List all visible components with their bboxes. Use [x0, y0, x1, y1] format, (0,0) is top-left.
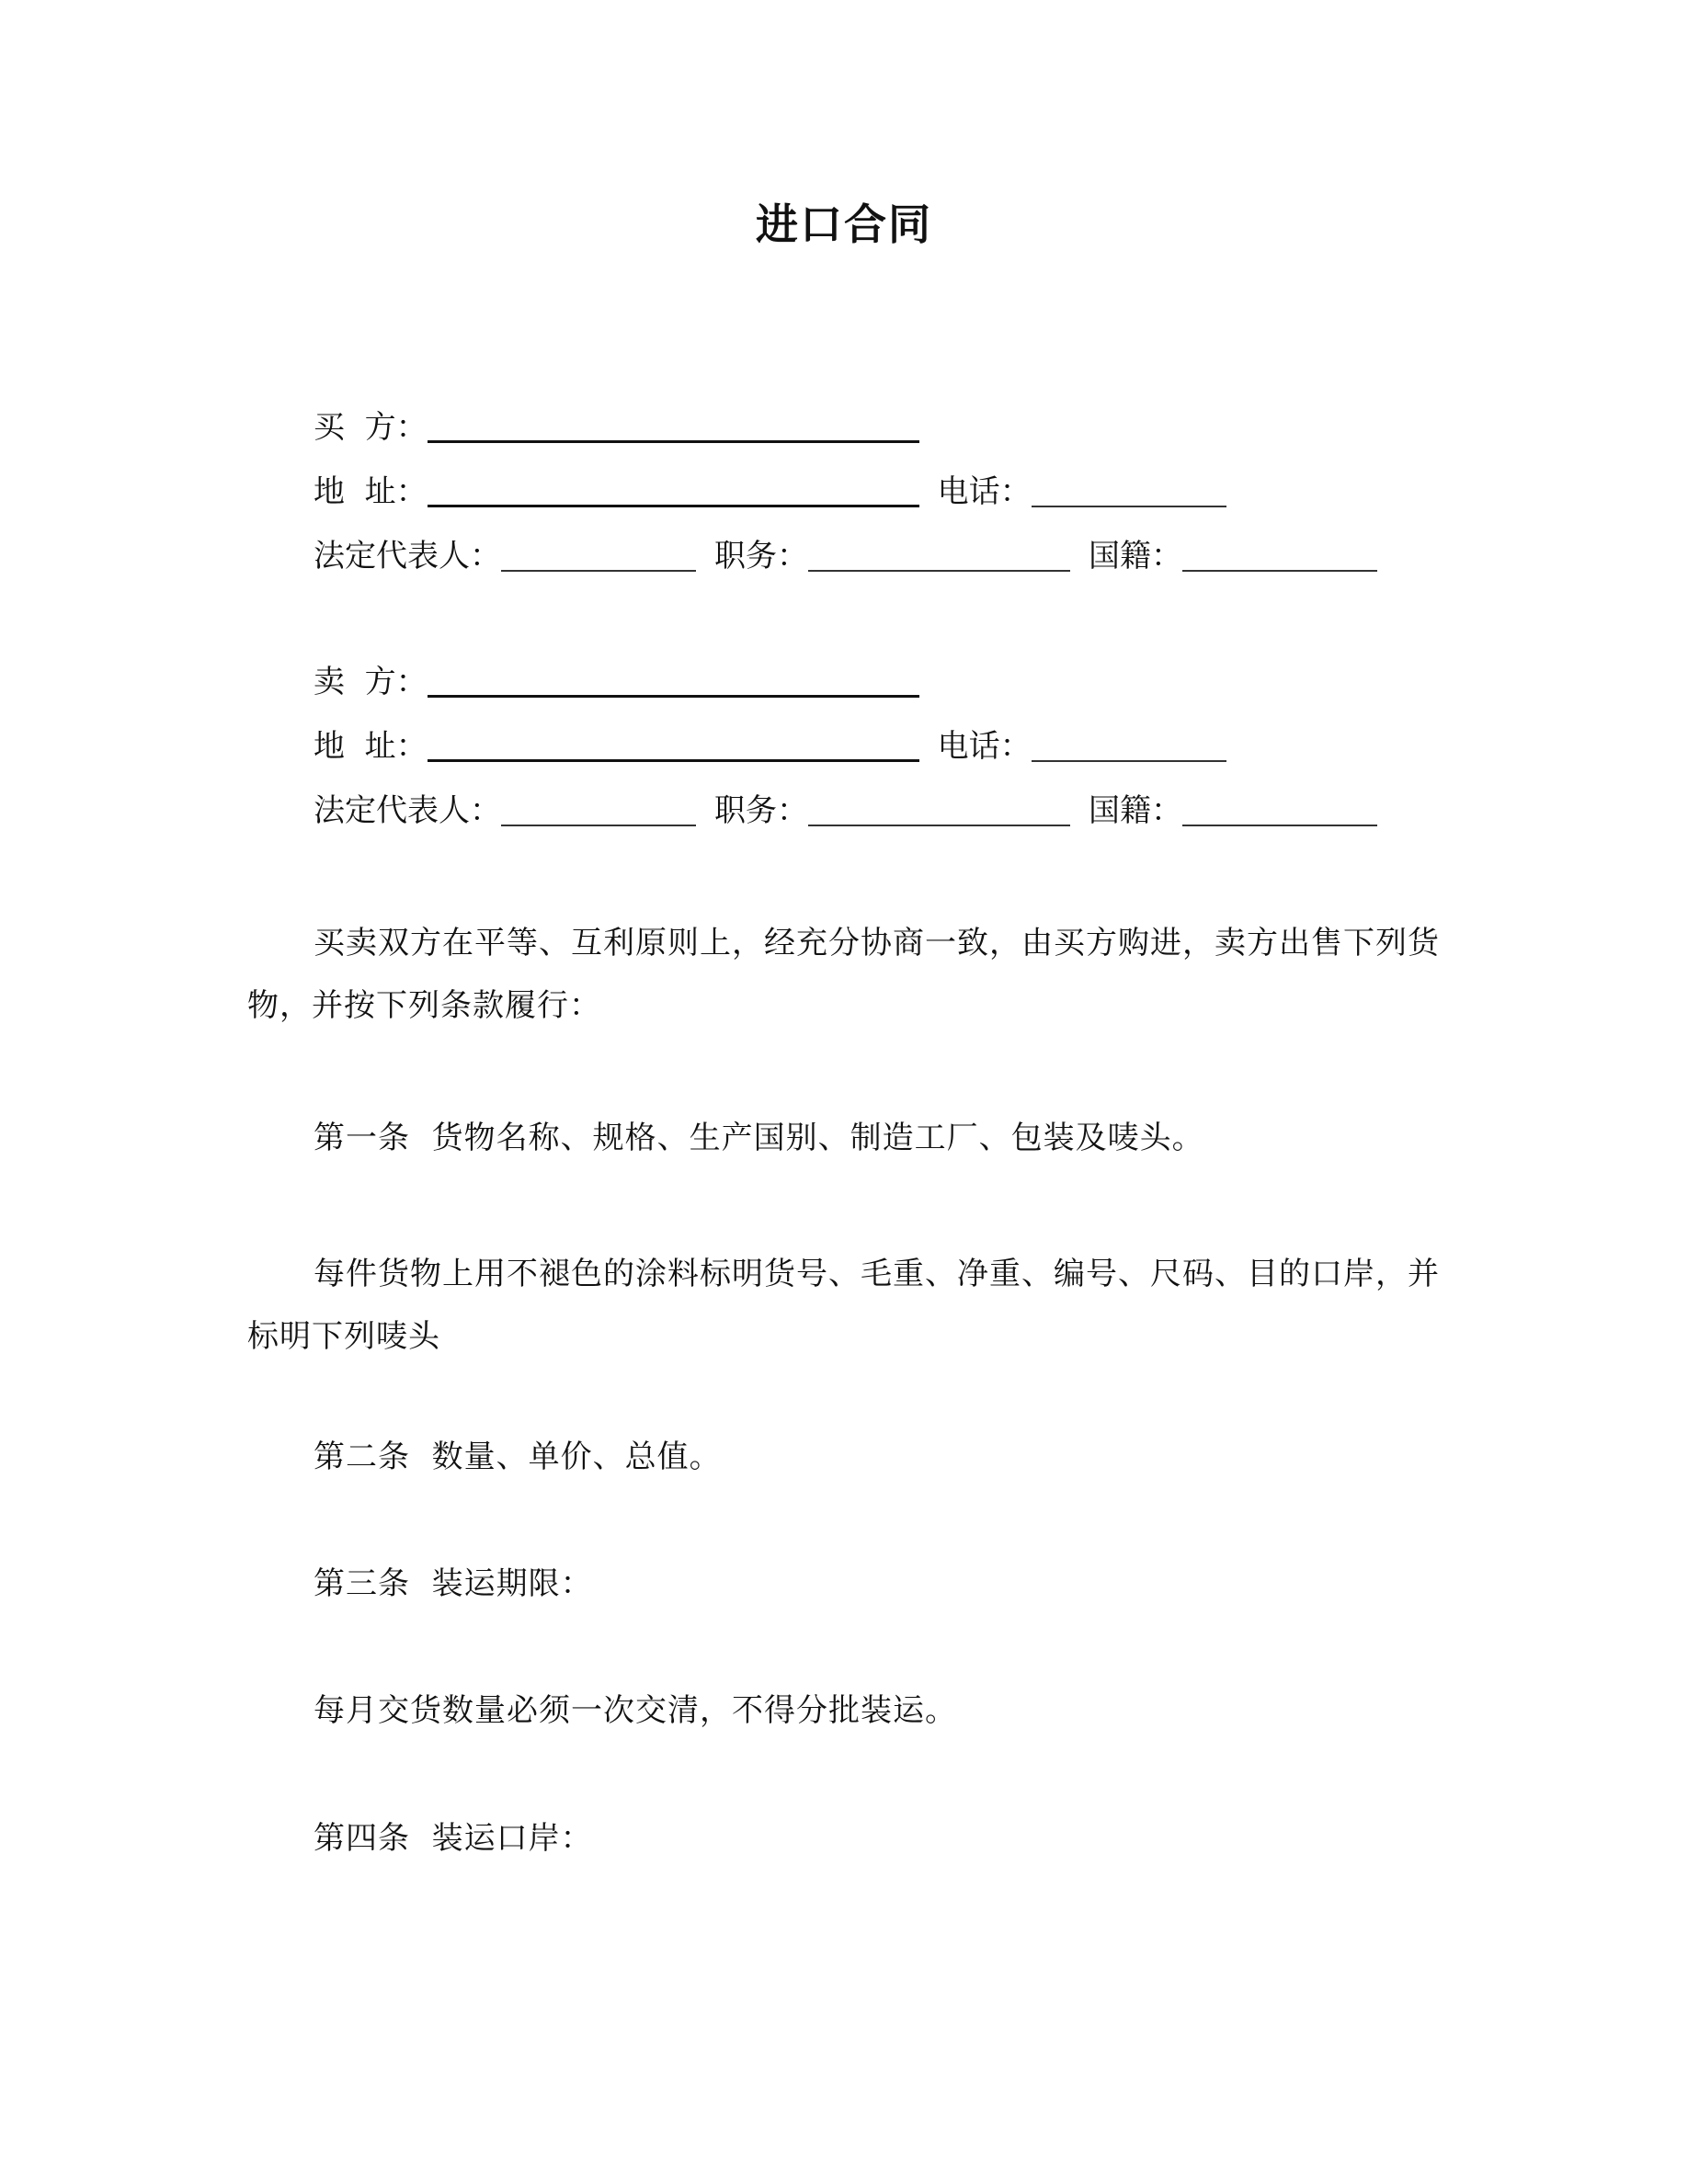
- seller-party-label: 卖 方：: [314, 664, 428, 700]
- seller-position-label: 职务：: [714, 792, 808, 829]
- buyer-position-label: 职务：: [714, 538, 808, 574]
- buyer-party-label: 买 方：: [314, 409, 428, 446]
- intro-paragraph: 买卖双方在平等、互利原则上，经充分协商一致，由买方购进，卖方出售下列货物，并按下列条款履行：: [247, 925, 1440, 1024]
- buyer-party-row: [314, 404, 919, 450]
- delivery-paragraph: 每月交货数量必须一次交清，不得分批装运。: [314, 1692, 957, 1729]
- buyer-name-blank[interactable]: [428, 435, 919, 443]
- seller-legal-rep-label: 法定代表人：: [314, 792, 501, 829]
- buyer-address-blank[interactable]: [428, 499, 919, 507]
- buyer-position-blank[interactable]: [808, 564, 1070, 572]
- seller-party-row: [314, 659, 919, 705]
- buyer-phone-label: 电话：: [937, 473, 1032, 510]
- buyer-nationality-blank[interactable]: [1182, 564, 1377, 572]
- buyer-address-label: 地 址：: [314, 473, 428, 510]
- seller-legal-rep-blank[interactable]: [501, 819, 696, 826]
- seller-nationality-blank[interactable]: [1182, 819, 1377, 826]
- seller-address-label: 地 址：: [314, 728, 428, 765]
- seller-legal-row: [314, 788, 1377, 834]
- buyer-legal-rep-label: 法定代表人：: [314, 538, 501, 574]
- buyer-address-row: [314, 469, 1226, 515]
- buyer-nationality-label: 国籍：: [1089, 538, 1182, 574]
- seller-phone-blank[interactable]: [1032, 755, 1226, 762]
- article-3-heading: 第三条 装运期限：: [314, 1565, 593, 1602]
- buyer-legal-rep-blank[interactable]: [501, 564, 696, 572]
- seller-phone-label: 电话：: [937, 728, 1032, 765]
- seller-name-blank[interactable]: [428, 689, 919, 698]
- seller-nationality-label: 国籍：: [1089, 792, 1182, 829]
- document-title: 进口合同: [756, 199, 932, 249]
- buyer-phone-blank[interactable]: [1032, 500, 1226, 507]
- article-1-heading: 第一条 货物名称、规格、生产国别、制造工厂、包装及唛头。: [314, 1120, 1204, 1156]
- buyer-legal-row: [314, 533, 1377, 579]
- seller-address-blank[interactable]: [428, 754, 919, 762]
- seller-position-blank[interactable]: [808, 819, 1070, 826]
- article-2-heading: 第二条 数量、单价、总值。: [314, 1439, 722, 1475]
- marking-paragraph: 每件货物上用不褪色的涂料标明货号、毛重、净重、编号、尺码、目的口岸，并标明下列唛头: [247, 1256, 1440, 1355]
- article-4-heading: 第四条 装运口岸：: [314, 1820, 593, 1857]
- seller-address-row: [314, 723, 1226, 769]
